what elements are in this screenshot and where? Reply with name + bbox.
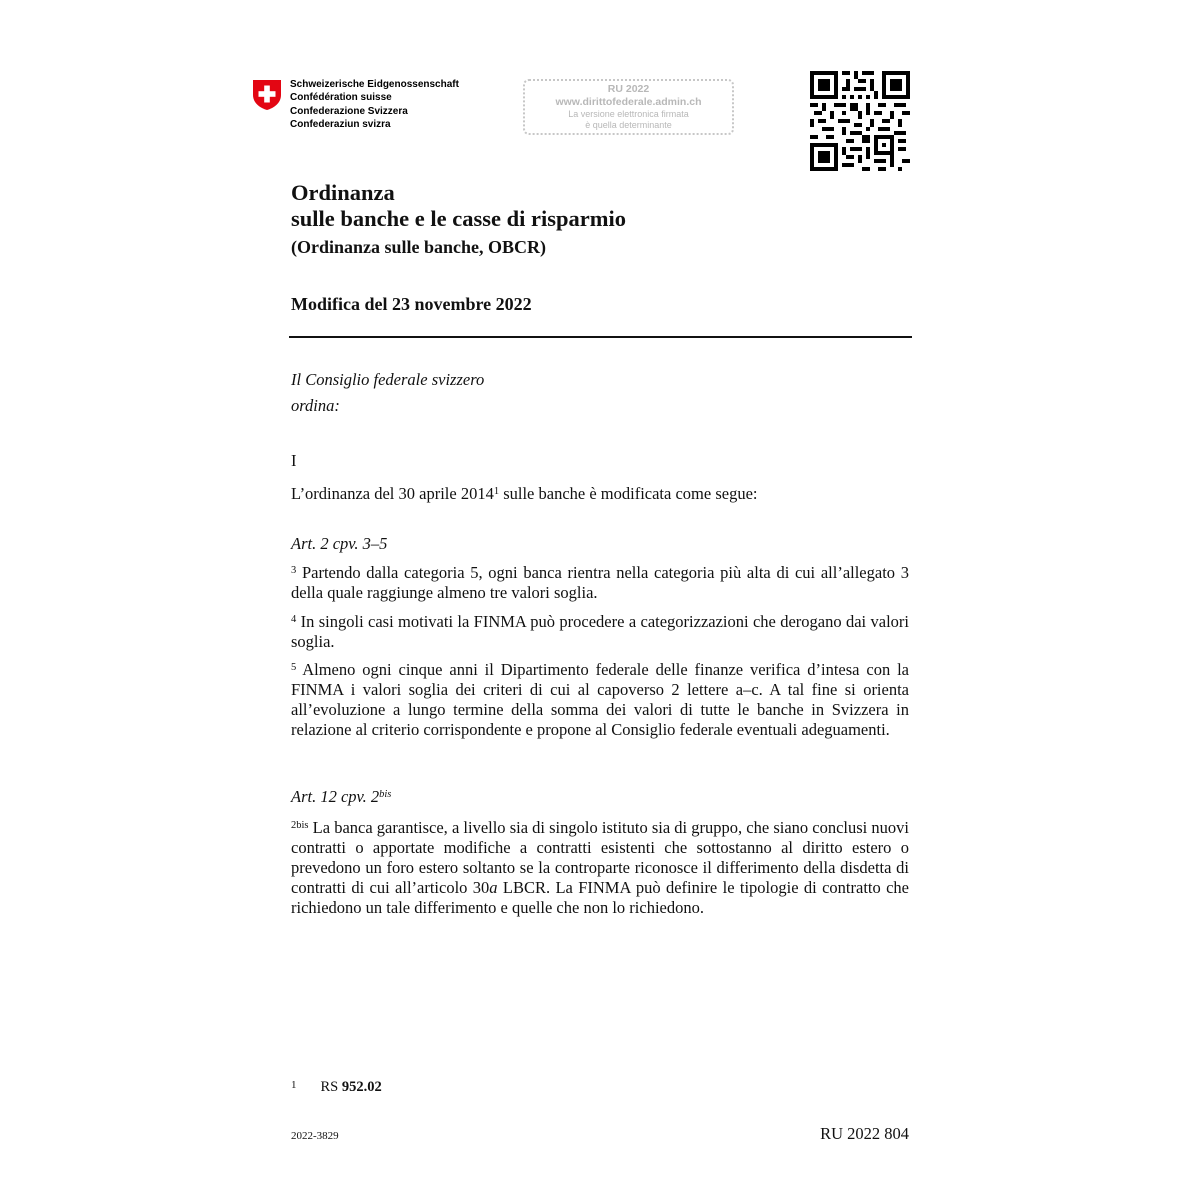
preamble-line-2: ordina: [291, 396, 340, 415]
title-line-2: sulle banche e le casse di risparmio [291, 206, 626, 231]
section-numeral: I [291, 451, 297, 470]
art12-heading [291, 787, 391, 807]
modification-date: Modifica del 23 novembre 2022 [291, 294, 532, 314]
art2-paragraph-3 [291, 561, 909, 603]
title-short-name: (Ordinanza sulle banche, OBCR) [291, 237, 547, 257]
preamble [291, 367, 484, 419]
qr-code-icon [810, 71, 910, 171]
paragraph-text: Partendo dalla categoria 5, ogni banca rientra nella categoria più alta di cui all’allegato 3 della quale raggiunge almeno tre valori soglia. [291, 563, 909, 602]
footnote [291, 1079, 382, 1096]
paragraph-number: 5 [291, 662, 297, 673]
title-divider [289, 336, 912, 338]
confederation-name-fr: Confédération suisse [290, 92, 392, 104]
footnote-number: 1 [291, 1079, 297, 1091]
art12-heading-main: Art. 12 cpv. 2 [291, 787, 380, 806]
confederation-names [290, 78, 459, 132]
ru-reference: RU 2022 804 [820, 1124, 909, 1143]
swiss-coat-of-arms-icon [252, 79, 282, 111]
title-line-1: Ordinanza [291, 180, 395, 205]
paragraph-number: 3 [291, 565, 297, 576]
document-title [291, 180, 626, 262]
footnote-ref[interactable]: 1 [493, 486, 500, 497]
art12-heading-sup: bis [379, 789, 392, 800]
preamble-line-1: Il Consiglio federale svizzero [291, 370, 485, 389]
stamp-url[interactable]: www.dirittofederale.admin.ch [555, 96, 702, 108]
confederation-name-it: Confederazione Svizzera [290, 105, 408, 117]
confederation-name-rm: Confederaziun svizra [290, 119, 391, 131]
paragraph-text-italic: a [489, 878, 498, 897]
stamp-note-1: La versione elettronica firmata [568, 109, 689, 119]
paragraph-text: In singoli casi motivati la FINMA può procedere a categorizzazioni che derogano dai valori soglia. [291, 612, 909, 651]
paragraph-number: 4 [291, 614, 297, 625]
art2-heading: Art. 2 cpv. 3–5 [291, 534, 388, 553]
paragraph-text-after: LBCR. La FINMA può definire le tipologie di contratto che richiedono un tale differimento e quelle che non lo richiedono. [291, 878, 909, 917]
confederation-name-de: Schweizerische Eidgenossenschaft [290, 79, 459, 90]
paragraph-text-before: La banca garantisce, a livello sia di singolo istituto sia di gruppo, che siano conclusi nuovi contratti o apportate modifiche a contratti esistenti che sottostanno al diritto estero o prevedono un foro estero soltanto se la controparte riconosce il differimento della disdetta di contratti di cui all’articolo 30 [291, 818, 909, 897]
footnote-prefix: RS [320, 1079, 342, 1095]
art2-paragraph-5 [291, 658, 909, 740]
intro-text-after: sulle banche è modificata come segue: [499, 484, 758, 503]
paragraph-number: 2bis [291, 820, 309, 831]
stamp-ru: RU 2022 [607, 83, 650, 95]
art2-paragraph-4 [291, 610, 909, 652]
publication-stamp [523, 79, 734, 135]
stamp-note-2: è quella determinante [585, 120, 672, 130]
intro-sentence [291, 484, 757, 504]
document-number: 2022-3829 [291, 1130, 339, 1142]
paragraph-text: Almeno ogni cinque anni il Dipartimento federale delle finanze verifica d’intesa con la FINMA i valori soglia dei criteri di cui al capoverso 2 lettere a–c. A tal fine si orienta all’evoluzione a lungo termine della somma dei valori di tutte le banche in Svizzera in relazione al criterio corrispondente e propone al Consiglio federale eventuali adeguamenti. [291, 660, 909, 739]
footnote-reference[interactable]: 952.02 [341, 1079, 382, 1095]
intro-text-before: L’ordinanza del 30 aprile 2014 [291, 484, 494, 503]
art12-paragraph-2bis [291, 816, 909, 918]
